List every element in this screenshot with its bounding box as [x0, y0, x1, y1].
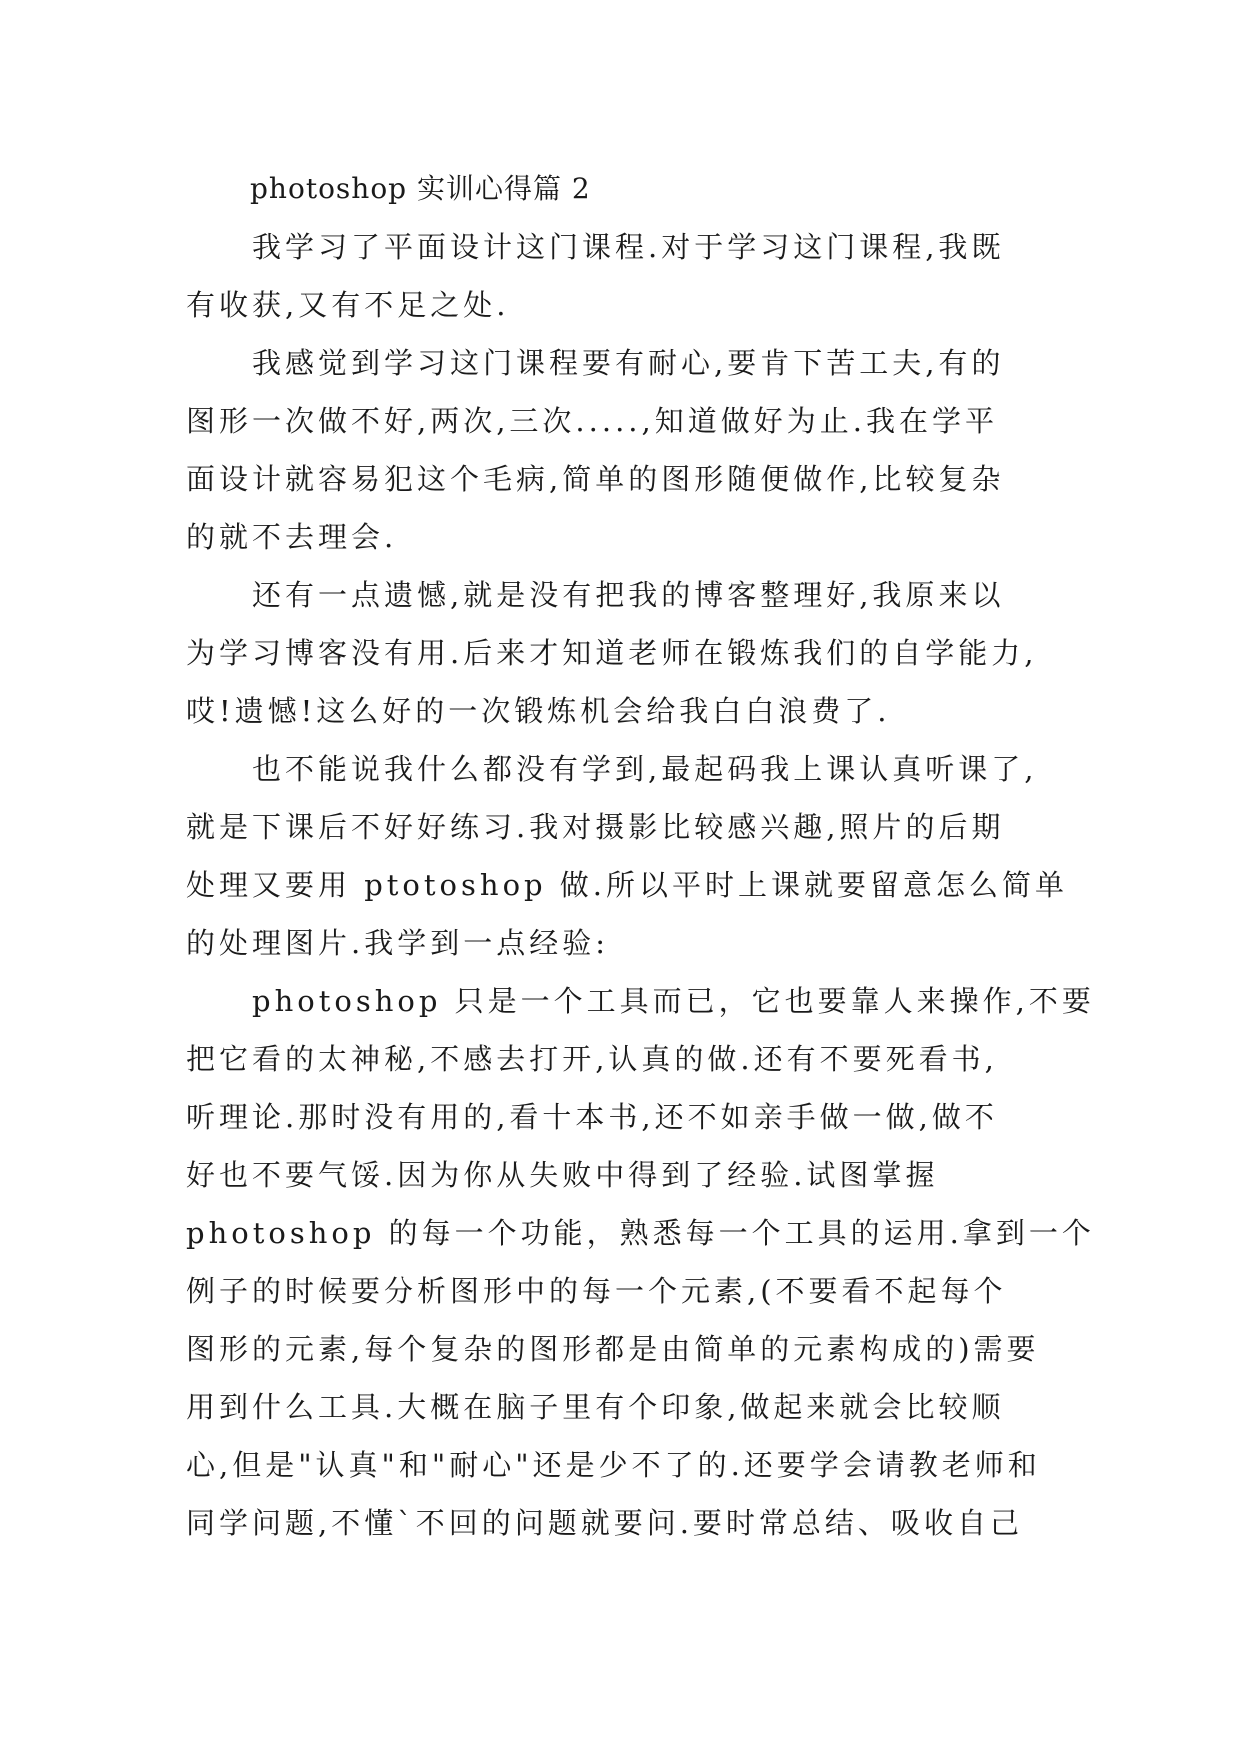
paragraph-line: 例子的时候要分析图形中的每一个元素,(不要看不起每个	[186, 1274, 1007, 1308]
paragraph-line: 用到什么工具.大概在脑子里有个印象,做起来就会比较顺	[186, 1390, 1005, 1424]
paragraph-4	[186, 740, 1069, 972]
paragraph-line: 为学习博客没有用.后来才知道老师在锻炼我们的自学能力,	[186, 636, 1038, 670]
paragraph-line: 把它看的太神秘,不感去打开,认真的做.还有不要死看书,	[186, 1042, 998, 1076]
paragraph-line: 同学问题,不懂`不回的问题就要问.要时常总结、吸收自己	[186, 1506, 1023, 1540]
paragraph-line: 的就不去理会.	[186, 520, 398, 554]
paragraph-line: 有收获,又有不足之处.	[186, 288, 510, 322]
paragraph-line: photoshop 只是一个工具而已，它也要靠人来操作,不要	[252, 984, 1095, 1018]
paragraph-3	[186, 566, 1056, 740]
paragraph-line: 我感觉到学习这门课程要有耐心,要肯下苦工夫,有的	[252, 346, 1005, 380]
paragraph-line: 哎!遗憾!这么好的一次锻炼机会给我白白浪费了.	[186, 694, 891, 728]
paragraph-2	[186, 334, 1056, 566]
paragraph-line: 图形的元素,每个复杂的图形都是由简单的元素构成的)需要	[186, 1332, 1040, 1366]
paragraph-line: 心,但是"认真"和"耐心"还是少不了的.还要学会请教老师和	[186, 1448, 1041, 1482]
paragraph-line: 也不能说我什么都没有学到,最起码我上课认真听课了,	[252, 752, 1038, 786]
paragraph-line: 处理又要用 ptotoshop 做.所以平时上课就要留意怎么简单	[186, 868, 1069, 902]
paragraph-line: 图形一次做不好,两次,三次.....,知道做好为止.我在学平	[186, 404, 998, 438]
paragraph-line: 听理论.那时没有用的,看十本书,还不如亲手做一做,做不	[186, 1100, 998, 1134]
paragraph-line: 我学习了平面设计这门课程.对于学习这门课程,我既	[252, 230, 1005, 264]
paragraph-line: photoshop 的每一个功能，熟悉每一个工具的运用.拿到一个	[186, 1216, 1095, 1250]
paragraph-line: 的处理图片.我学到一点经验:	[186, 926, 609, 960]
document-title: photoshop 实训心得篇 2	[250, 172, 591, 205]
paragraph-line: 好也不要气馁.因为你从失败中得到了经验.试图掌握	[186, 1158, 939, 1192]
paragraph-line: 就是下课后不好好练习.我对摄影比较感兴趣,照片的后期	[186, 810, 1005, 844]
paragraph-1	[186, 218, 1056, 334]
document-body	[186, 160, 1095, 1552]
paragraph-5	[186, 972, 1095, 1552]
paragraph-line: 还有一点遗憾,就是没有把我的博客整理好,我原来以	[252, 578, 1005, 612]
paragraph-line: 面设计就容易犯这个毛病,简单的图形随便做作,比较复杂	[186, 462, 1005, 496]
